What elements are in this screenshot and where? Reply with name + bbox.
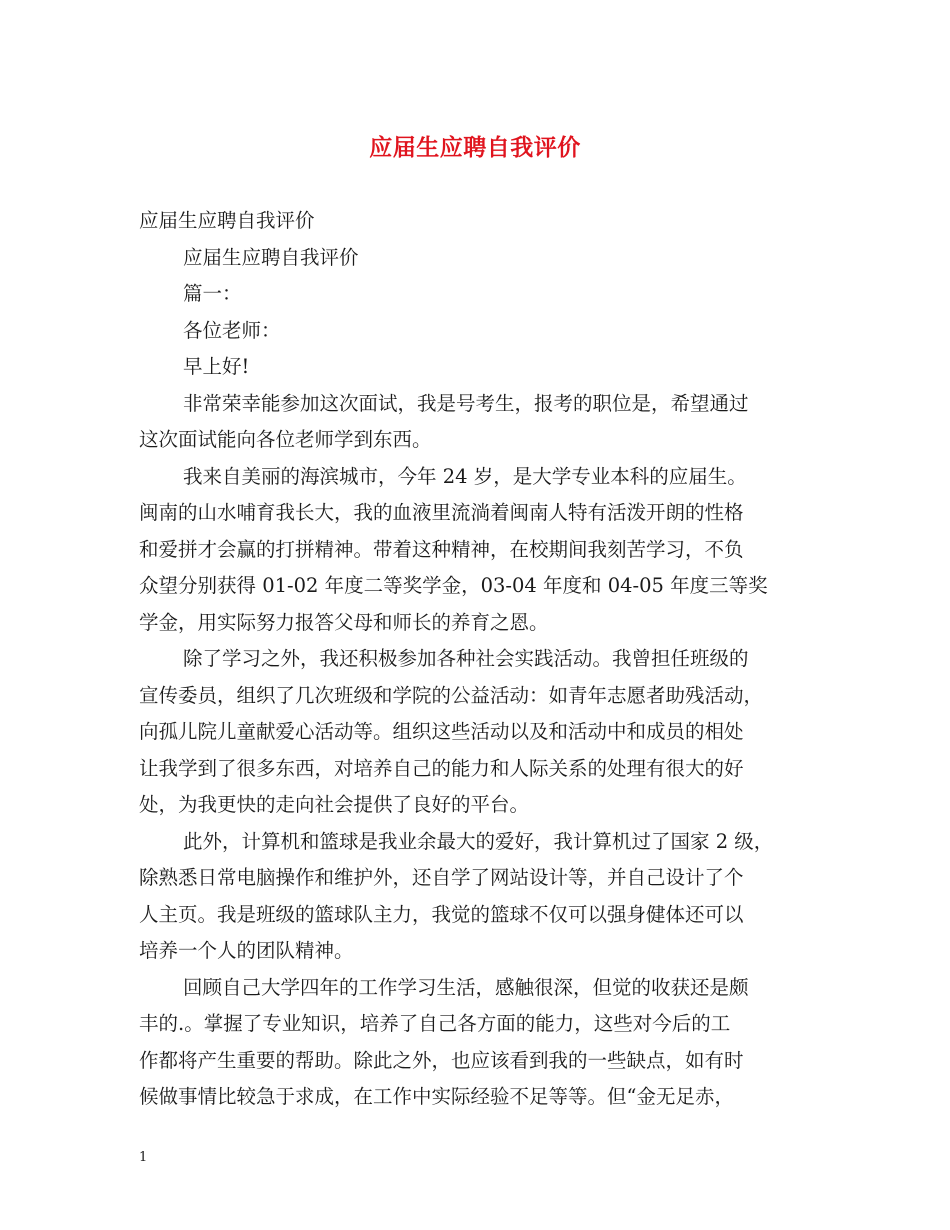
body-line: 宣传委员，组织了几次班级和学院的公益活动：如青年志愿者助残活动，: [139, 683, 764, 707]
body-line: 丰的.。掌握了专业知识，培养了自己各方面的能力，这些对今后的工: [139, 1012, 731, 1035]
body-line: 我来自美丽的海滨城市，今年 24 岁，是大学专业本科的应届生。: [183, 464, 747, 488]
body-line: 候做事情比较急于求成，在工作中实际经验不足等等。但“金无足赤，: [139, 1085, 734, 1108]
body-line: 作都将产生重要的帮助。除此之外，也应该看到我的一些缺点，如有时: [139, 1048, 744, 1072]
body-line: 处，为我更快的走向社会提供了良好的平台。: [139, 793, 530, 816]
body-line: 学金，用实际努力报答父母和师长的养育之恩。: [139, 610, 549, 634]
body-line: 闽南的山水哺育我长大，我的血液里流淌着闽南人特有活泼开朗的性格: [139, 501, 744, 524]
document-body: [139, 203, 817, 1116]
body-line: 向孤儿院儿童献爱心活动等。组织这些活动以及和活动中和成员的相处: [139, 720, 744, 743]
document-title: 应届生应聘自我评价: [369, 134, 581, 161]
body-line: 和爱拼才会赢的打拼精神。带着这种精神，在校期间我刻苦学习，不负: [139, 537, 744, 561]
body-line: 除了学习之外，我还积极参加各种社会实践活动。我曾担任班级的: [183, 647, 749, 670]
body-line: 非常荣幸能参加这次面试，我是号考生，报考的职位是，希望通过: [183, 391, 749, 415]
body-line: 除熟悉日常电脑操作和维护外，还自学了网站设计等，并自己设计了个: [139, 866, 744, 889]
body-line: 早上好!: [183, 355, 250, 378]
body-line: 人主页。我是班级的篮球队主力，我觉的篮球不仅可以强身健体还可以: [139, 902, 744, 926]
page-number: 1: [139, 1150, 148, 1165]
body-line: 应届生应聘自我评价: [183, 245, 359, 269]
body-line: 各位老师：: [183, 318, 281, 342]
body-line: 应届生应聘自我评价: [139, 209, 315, 232]
body-line: 培养一个人的团队精神。: [139, 939, 354, 962]
body-line: 众望分别获得 01-02 年度二等奖学金，03-04 年度和 04-05 年度三等奖: [139, 574, 768, 597]
body-line: 这次面试能向各位老师学到东西。: [139, 428, 432, 451]
body-line: 让我学到了很多东西，对培养自己的能力和人际关系的处理有很大的好: [139, 756, 744, 780]
body-line: 回顾自己大学四年的工作学习生活，感触很深，但觉的收获还是颇: [183, 975, 749, 999]
body-line: 篇一：: [183, 282, 242, 305]
body-line: 此外，计算机和篮球是我业余最大的爱好，我计算机过了国家 2 级，: [183, 829, 774, 853]
